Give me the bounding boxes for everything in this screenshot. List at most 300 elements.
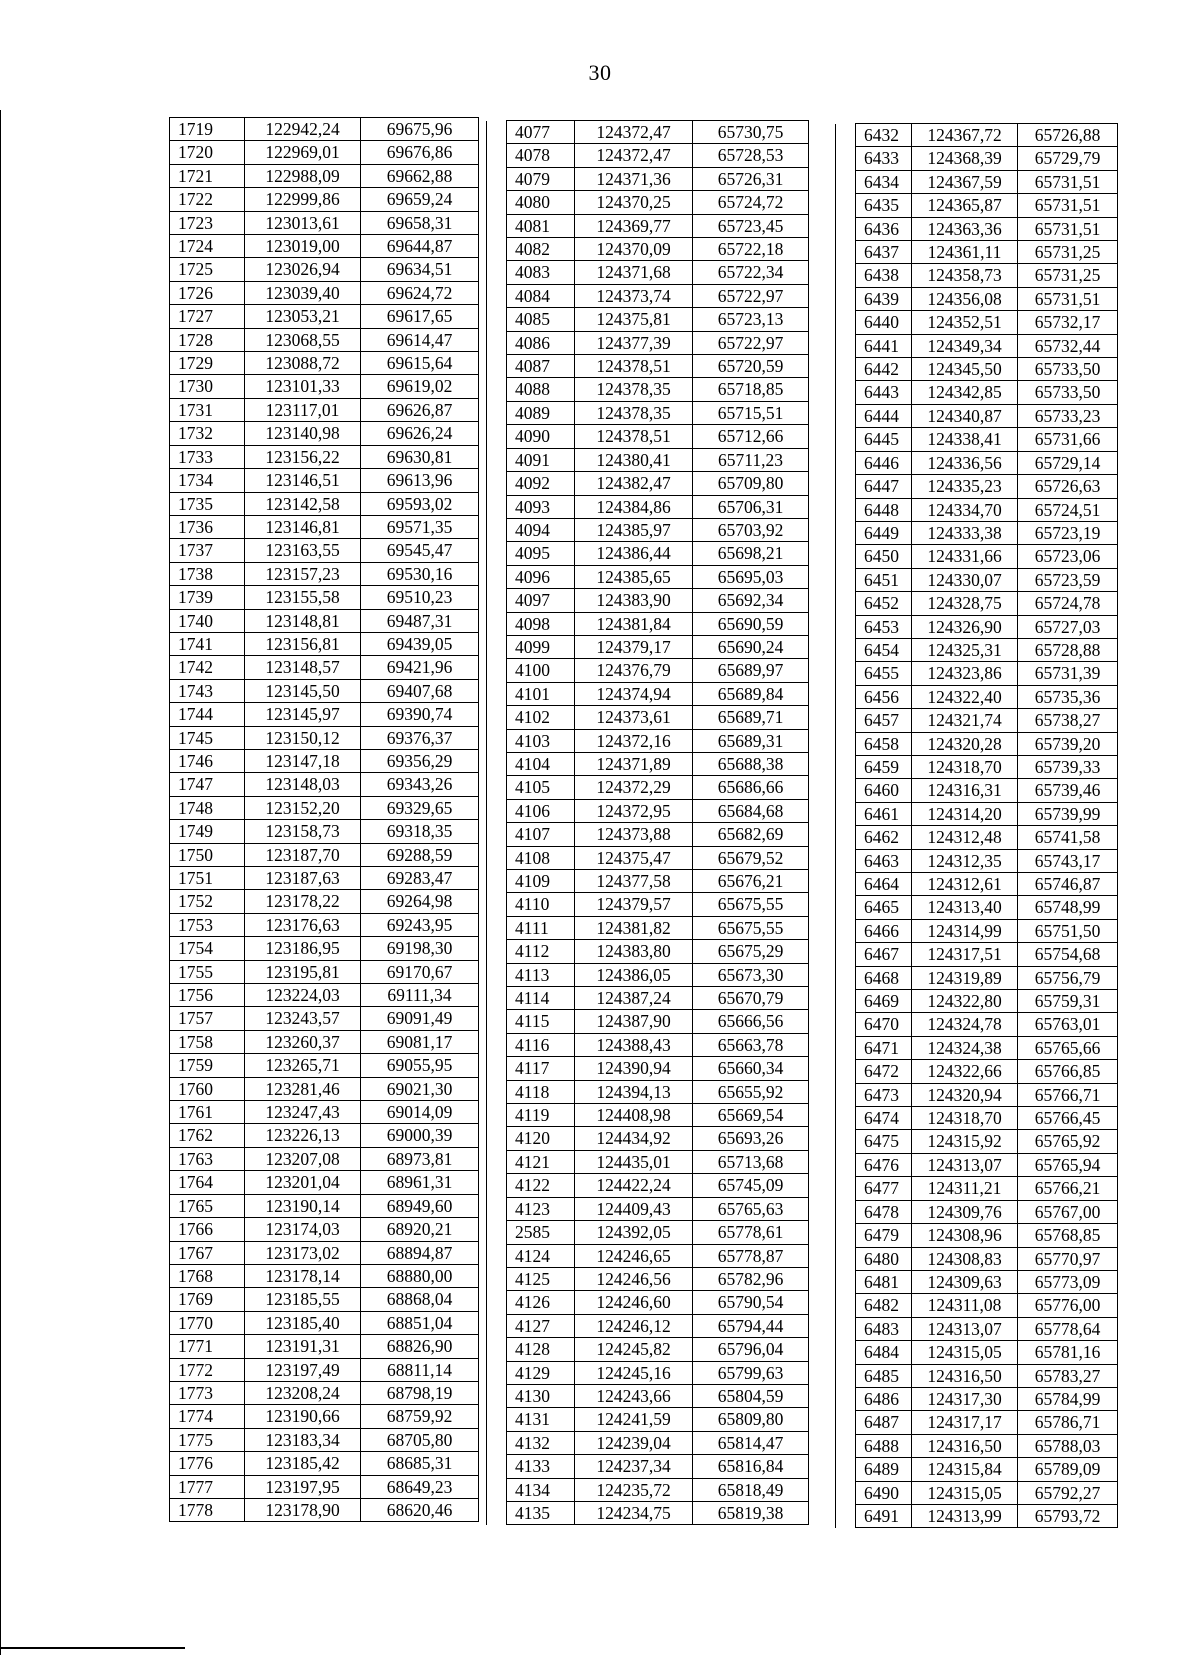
coordinate-x-cell: 123185,40 <box>245 1311 361 1334</box>
spacer-cell <box>487 144 507 167</box>
coordinate-x-cell: 123190,14 <box>245 1194 361 1217</box>
coordinate-y-cell: 65767,00 <box>1018 1200 1118 1223</box>
spacer-cell <box>836 1130 856 1153</box>
table-row <box>487 284 809 307</box>
coordinate-y-cell: 65731,25 <box>1018 264 1118 287</box>
table-row <box>170 913 479 936</box>
table-row <box>836 264 1118 287</box>
coordinate-y-cell: 69329,65 <box>361 796 479 819</box>
spacer-cell <box>487 799 507 822</box>
coordinate-x-cell: 124324,38 <box>912 1036 1018 1059</box>
coordinate-y-cell: 65688,38 <box>693 752 809 775</box>
point-number-cell: 1751 <box>170 867 245 890</box>
spacer-cell <box>836 896 856 919</box>
coordinate-y-cell: 65675,55 <box>693 893 809 916</box>
coordinate-y-cell: 65713,68 <box>693 1150 809 1173</box>
point-number-cell: 4118 <box>507 1080 575 1103</box>
spacer-cell <box>487 940 507 963</box>
table-row <box>170 1358 479 1381</box>
point-number-cell: 1758 <box>170 1030 245 1053</box>
coordinate-x-cell: 124372,29 <box>575 776 693 799</box>
coordinate-y-cell: 65765,63 <box>693 1197 809 1220</box>
table-row <box>170 1124 479 1147</box>
spacer-cell <box>487 870 507 893</box>
coordinate-y-cell: 65731,51 <box>1018 170 1118 193</box>
spacer-cell <box>836 1481 856 1504</box>
coordinate-x-cell: 123208,24 <box>245 1381 361 1404</box>
point-number-cell: 4112 <box>507 940 575 963</box>
table-row <box>836 802 1118 825</box>
spacer-cell <box>836 1083 856 1106</box>
coordinate-y-cell: 68685,31 <box>361 1452 479 1475</box>
point-number-cell: 6471 <box>856 1036 912 1059</box>
point-number-cell: 1734 <box>170 469 245 492</box>
point-number-cell: 4108 <box>507 846 575 869</box>
point-number-cell: 6476 <box>856 1153 912 1176</box>
table-row <box>836 428 1118 451</box>
coordinate-y-cell: 65759,31 <box>1018 990 1118 1013</box>
point-number-cell: 4083 <box>507 261 575 284</box>
table-row <box>487 1338 809 1361</box>
point-number-cell: 1760 <box>170 1077 245 1100</box>
point-number-cell: 6473 <box>856 1083 912 1106</box>
table-row <box>487 729 809 752</box>
coordinate-x-cell: 124394,13 <box>575 1080 693 1103</box>
coordinate-x-cell: 124322,40 <box>912 685 1018 708</box>
coordinate-x-cell: 124330,07 <box>912 568 1018 591</box>
coordinate-x-cell: 123207,08 <box>245 1147 361 1170</box>
spacer-cell <box>487 846 507 869</box>
coordinate-y-cell: 69439,05 <box>361 632 479 655</box>
point-number-cell: 4088 <box>507 378 575 401</box>
coordinate-y-cell: 65675,55 <box>693 916 809 939</box>
table-row <box>170 235 479 258</box>
table-row <box>836 943 1118 966</box>
coordinate-x-cell: 124345,50 <box>912 358 1018 381</box>
spacer-cell <box>487 987 507 1010</box>
coordinate-x-cell: 122988,09 <box>245 164 361 187</box>
coordinate-x-cell: 124315,92 <box>912 1130 1018 1153</box>
point-number-cell: 1771 <box>170 1335 245 1358</box>
point-number-cell: 6483 <box>856 1317 912 1340</box>
coordinate-y-cell: 65773,09 <box>1018 1270 1118 1293</box>
table-row <box>170 281 479 304</box>
coordinate-x-cell: 124314,99 <box>912 919 1018 942</box>
table-row <box>836 358 1118 381</box>
coordinate-y-cell: 65679,52 <box>693 846 809 869</box>
coordinate-y-cell: 65776,00 <box>1018 1294 1118 1317</box>
table-row <box>487 518 809 541</box>
table-row <box>170 1194 479 1217</box>
table-row <box>170 375 479 398</box>
table-row <box>487 987 809 1010</box>
coordinate-x-cell: 124311,08 <box>912 1294 1018 1317</box>
table-row <box>487 1221 809 1244</box>
coordinate-y-cell: 65739,33 <box>1018 755 1118 778</box>
point-number-cell: 4100 <box>507 659 575 682</box>
coordinate-y-cell: 65693,26 <box>693 1127 809 1150</box>
table-row <box>836 311 1118 334</box>
coordinate-y-cell: 65739,46 <box>1018 779 1118 802</box>
table-row <box>170 890 479 913</box>
coordinate-x-cell: 124317,30 <box>912 1387 1018 1410</box>
table-row <box>487 589 809 612</box>
coordinate-x-cell: 124372,16 <box>575 729 693 752</box>
table-row <box>487 1384 809 1407</box>
table-row <box>487 425 809 448</box>
point-number-cell: 1731 <box>170 398 245 421</box>
coordinate-y-cell: 68705,80 <box>361 1428 479 1451</box>
table-row <box>170 609 479 632</box>
point-number-cell: 4128 <box>507 1338 575 1361</box>
point-number-cell: 4094 <box>507 518 575 541</box>
coordinate-y-cell: 65684,68 <box>693 799 809 822</box>
coordinate-x-cell: 123140,98 <box>245 422 361 445</box>
spacer-cell <box>487 167 507 190</box>
point-number-cell: 2585 <box>507 1221 575 1244</box>
coordinate-x-cell: 123101,33 <box>245 375 361 398</box>
point-number-cell: 6479 <box>856 1224 912 1247</box>
table-row <box>487 1361 809 1384</box>
point-number-cell: 6463 <box>856 849 912 872</box>
point-number-cell: 6449 <box>856 521 912 544</box>
coordinate-y-cell: 65666,56 <box>693 1010 809 1033</box>
spacer-cell <box>836 1013 856 1036</box>
table-row <box>170 656 479 679</box>
coordinate-y-cell: 69613,96 <box>361 469 479 492</box>
coordinate-x-cell: 123019,00 <box>245 235 361 258</box>
coordinate-y-cell: 65733,50 <box>1018 358 1118 381</box>
coordinate-y-cell: 69545,47 <box>361 539 479 562</box>
coordinate-y-cell: 65660,34 <box>693 1057 809 1080</box>
table-row <box>836 124 1118 147</box>
spacer-cell <box>836 1294 856 1317</box>
coordinate-y-cell: 69644,87 <box>361 235 479 258</box>
coordinate-x-cell: 123053,21 <box>245 305 361 328</box>
table-row <box>487 940 809 963</box>
coordinate-x-cell: 124319,89 <box>912 966 1018 989</box>
coordinate-y-cell: 65756,79 <box>1018 966 1118 989</box>
coordinate-y-cell: 65739,20 <box>1018 732 1118 755</box>
coordinate-y-cell: 69356,29 <box>361 749 479 772</box>
coordinate-y-cell: 65724,72 <box>693 191 809 214</box>
spacer-cell <box>487 1104 507 1127</box>
coordinate-x-cell: 124313,07 <box>912 1317 1018 1340</box>
coordinate-y-cell: 69662,88 <box>361 164 479 187</box>
table-row <box>170 492 479 515</box>
coordinate-x-cell: 123178,90 <box>245 1498 361 1521</box>
coordinate-x-cell: 124367,59 <box>912 170 1018 193</box>
coordinate-x-cell: 124237,34 <box>575 1455 693 1478</box>
coordinate-y-cell: 69343,26 <box>361 773 479 796</box>
spacer-cell <box>836 849 856 872</box>
table-row <box>487 472 809 495</box>
coordinate-x-cell: 124434,92 <box>575 1127 693 1150</box>
table-row <box>836 709 1118 732</box>
coordinate-y-cell: 65731,51 <box>1018 217 1118 240</box>
spacer-cell <box>836 592 856 615</box>
table-row <box>170 1171 479 1194</box>
coordinate-x-cell: 123145,97 <box>245 703 361 726</box>
spacer-cell <box>836 1317 856 1340</box>
coordinate-x-cell: 123224,03 <box>245 984 361 1007</box>
table-row <box>487 916 809 939</box>
coordinate-y-cell: 65770,97 <box>1018 1247 1118 1270</box>
coordinate-y-cell: 69619,02 <box>361 375 479 398</box>
spacer-cell <box>836 1270 856 1293</box>
table-row <box>487 238 809 261</box>
table-row <box>487 144 809 167</box>
coordinate-x-cell: 123178,22 <box>245 890 361 913</box>
point-number-cell: 6486 <box>856 1387 912 1410</box>
table-row <box>836 451 1118 474</box>
point-number-cell: 6433 <box>856 147 912 170</box>
spacer-cell <box>836 755 856 778</box>
point-number-cell: 6446 <box>856 451 912 474</box>
spacer-cell <box>836 1387 856 1410</box>
point-number-cell: 4120 <box>507 1127 575 1150</box>
coordinate-x-cell: 124372,47 <box>575 121 693 144</box>
coordinate-y-cell: 65718,85 <box>693 378 809 401</box>
coordinate-y-cell: 65692,34 <box>693 589 809 612</box>
table-row <box>487 1267 809 1290</box>
coordinate-x-cell: 123152,20 <box>245 796 361 819</box>
coordinate-y-cell: 65720,59 <box>693 355 809 378</box>
spacer-cell <box>836 1364 856 1387</box>
coordinate-x-cell: 124308,83 <box>912 1247 1018 1270</box>
coordinate-x-cell: 124243,66 <box>575 1384 693 1407</box>
spacer-cell <box>487 963 507 986</box>
table-row <box>487 1455 809 1478</box>
point-number-cell: 4085 <box>507 308 575 331</box>
spacer-cell <box>487 1010 507 1033</box>
spacer-cell <box>487 1221 507 1244</box>
coordinate-x-cell: 124245,82 <box>575 1338 693 1361</box>
table-row <box>170 562 479 585</box>
point-number-cell: 4092 <box>507 472 575 495</box>
coordinate-x-cell: 124383,90 <box>575 589 693 612</box>
coordinate-x-cell: 124316,50 <box>912 1364 1018 1387</box>
point-number-cell: 1720 <box>170 141 245 164</box>
coordinate-x-cell: 124383,80 <box>575 940 693 963</box>
coordinate-x-cell: 124358,73 <box>912 264 1018 287</box>
coordinate-y-cell: 68798,19 <box>361 1381 479 1404</box>
coordinate-x-cell: 124435,01 <box>575 1150 693 1173</box>
spacer-cell <box>487 1150 507 1173</box>
point-number-cell: 1725 <box>170 258 245 281</box>
table-row <box>487 823 809 846</box>
coordinate-y-cell: 65784,99 <box>1018 1387 1118 1410</box>
point-number-cell: 6452 <box>856 592 912 615</box>
point-number-cell: 4091 <box>507 448 575 471</box>
coordinate-y-cell: 65765,94 <box>1018 1153 1118 1176</box>
table-row <box>836 1387 1118 1410</box>
coordinate-y-cell: 68961,31 <box>361 1171 479 1194</box>
point-number-cell: 4109 <box>507 870 575 893</box>
spacer-cell <box>487 401 507 424</box>
coordinate-x-cell: 124408,98 <box>575 1104 693 1127</box>
table-row <box>487 1174 809 1197</box>
coordinate-y-cell: 69617,65 <box>361 305 479 328</box>
coordinate-y-cell: 69658,31 <box>361 211 479 234</box>
coordinate-y-cell: 69288,59 <box>361 843 479 866</box>
coordinate-y-cell: 65794,44 <box>693 1314 809 1337</box>
coordinate-x-cell: 124373,74 <box>575 284 693 307</box>
page-number: 30 <box>588 60 612 85</box>
coordinate-x-cell: 123148,03 <box>245 773 361 796</box>
coordinate-x-cell: 124381,82 <box>575 916 693 939</box>
coordinate-x-cell: 124315,05 <box>912 1481 1018 1504</box>
coordinate-x-cell: 123178,14 <box>245 1264 361 1287</box>
spacer-cell <box>487 659 507 682</box>
table-row <box>170 937 479 960</box>
spacer-cell <box>836 264 856 287</box>
spacer-cell <box>836 451 856 474</box>
table-row <box>836 545 1118 568</box>
coordinate-y-cell: 68894,87 <box>361 1241 479 1264</box>
spacer-cell <box>487 1501 507 1524</box>
coordinate-x-cell: 124320,94 <box>912 1083 1018 1106</box>
spacer-cell <box>487 635 507 658</box>
coordinate-x-cell: 124246,65 <box>575 1244 693 1267</box>
table-row <box>836 475 1118 498</box>
coordinate-x-cell: 124409,43 <box>575 1197 693 1220</box>
coordinate-y-cell: 69510,23 <box>361 586 479 609</box>
table-row <box>836 662 1118 685</box>
point-number-cell: 6441 <box>856 334 912 357</box>
coordinate-x-cell: 123158,73 <box>245 820 361 843</box>
point-number-cell: 6455 <box>856 662 912 685</box>
point-number-cell: 1746 <box>170 749 245 772</box>
coordinate-y-cell: 65698,21 <box>693 542 809 565</box>
table-row <box>836 1247 1118 1270</box>
coordinate-x-cell: 124379,17 <box>575 635 693 658</box>
table-row <box>170 305 479 328</box>
spacer-cell <box>487 308 507 331</box>
coordinate-x-cell: 124379,57 <box>575 893 693 916</box>
coordinate-x-cell: 124370,25 <box>575 191 693 214</box>
coordinate-x-cell: 124312,61 <box>912 873 1018 896</box>
coordinate-x-cell: 123173,02 <box>245 1241 361 1264</box>
coordinate-y-cell: 69091,49 <box>361 1007 479 1030</box>
point-number-cell: 4113 <box>507 963 575 986</box>
spacer-cell <box>836 194 856 217</box>
coordinate-x-cell: 123226,13 <box>245 1124 361 1147</box>
table-row <box>170 632 479 655</box>
point-number-cell: 6445 <box>856 428 912 451</box>
coordinate-y-cell: 65748,99 <box>1018 896 1118 919</box>
coordinate-x-cell: 124322,80 <box>912 990 1018 1013</box>
coordinate-x-cell: 124387,90 <box>575 1010 693 1033</box>
table-row <box>487 1010 809 1033</box>
coordinate-y-cell: 69634,51 <box>361 258 479 281</box>
table-row <box>170 1405 479 1428</box>
coordinate-x-cell: 124349,34 <box>912 334 1018 357</box>
table-row <box>487 565 809 588</box>
coordinate-x-cell: 123068,55 <box>245 328 361 351</box>
spacer-cell <box>836 990 856 1013</box>
coordinate-x-cell: 123117,01 <box>245 398 361 421</box>
coordinate-y-cell: 68620,46 <box>361 1498 479 1521</box>
coordinate-y-cell: 69487,31 <box>361 609 479 632</box>
coordinate-y-cell: 65733,50 <box>1018 381 1118 404</box>
table-row <box>487 752 809 775</box>
coordinate-x-cell: 124375,47 <box>575 846 693 869</box>
point-number-cell: 1735 <box>170 492 245 515</box>
point-number-cell: 4103 <box>507 729 575 752</box>
coordinate-y-cell: 65723,19 <box>1018 521 1118 544</box>
spacer-cell <box>487 1314 507 1337</box>
table-row <box>836 1434 1118 1457</box>
point-number-cell: 6432 <box>856 124 912 147</box>
point-number-cell: 1777 <box>170 1475 245 1498</box>
coordinate-x-cell: 124320,28 <box>912 732 1018 755</box>
coordinate-y-cell: 68759,92 <box>361 1405 479 1428</box>
coordinate-x-cell: 123146,81 <box>245 515 361 538</box>
coordinate-y-cell: 65682,69 <box>693 823 809 846</box>
spacer-cell <box>836 311 856 334</box>
point-number-cell: 4084 <box>507 284 575 307</box>
point-number-cell: 1764 <box>170 1171 245 1194</box>
coordinate-y-cell: 65689,31 <box>693 729 809 752</box>
coordinate-x-cell: 124378,51 <box>575 425 693 448</box>
coordinate-y-cell: 68811,14 <box>361 1358 479 1381</box>
coordinate-y-cell: 65724,78 <box>1018 592 1118 615</box>
table-row <box>836 1083 1118 1106</box>
coordinate-y-cell: 65796,04 <box>693 1338 809 1361</box>
table-row <box>836 990 1118 1013</box>
coordinate-y-cell: 65799,63 <box>693 1361 809 1384</box>
spacer-cell <box>487 1291 507 1314</box>
table-row <box>487 846 809 869</box>
coordinate-x-cell: 124246,56 <box>575 1267 693 1290</box>
spacer-cell <box>836 1224 856 1247</box>
coordinate-x-cell: 124373,61 <box>575 706 693 729</box>
coordinate-y-cell: 65781,16 <box>1018 1341 1118 1364</box>
point-number-cell: 6435 <box>856 194 912 217</box>
point-number-cell: 6434 <box>856 170 912 193</box>
coordinate-y-cell: 68868,04 <box>361 1288 479 1311</box>
spacer-cell <box>487 472 507 495</box>
point-number-cell: 6474 <box>856 1107 912 1130</box>
coordinate-y-cell: 65778,61 <box>693 1221 809 1244</box>
coordinate-y-cell: 65663,78 <box>693 1033 809 1056</box>
coordinate-x-cell: 123265,71 <box>245 1054 361 1077</box>
coordinate-x-cell: 124321,74 <box>912 709 1018 732</box>
coordinate-y-cell: 69198,30 <box>361 937 479 960</box>
table-row <box>836 732 1118 755</box>
table-row <box>836 1107 1118 1130</box>
table-row <box>170 258 479 281</box>
point-number-cell: 1740 <box>170 609 245 632</box>
point-number-cell: 4122 <box>507 1174 575 1197</box>
coordinate-x-cell: 124313,99 <box>912 1504 1018 1527</box>
table-row <box>836 896 1118 919</box>
spacer-cell <box>487 1338 507 1361</box>
point-number-cell: 4111 <box>507 916 575 939</box>
coordinate-x-cell: 124246,60 <box>575 1291 693 1314</box>
point-number-cell: 4079 <box>507 167 575 190</box>
table-row <box>487 1314 809 1337</box>
spacer-cell <box>836 1247 856 1270</box>
point-number-cell: 1755 <box>170 960 245 983</box>
point-number-cell: 1723 <box>170 211 245 234</box>
coordinate-x-cell: 124378,51 <box>575 355 693 378</box>
coordinate-x-cell: 123185,42 <box>245 1452 361 1475</box>
table-row <box>170 1218 479 1241</box>
coordinate-x-cell: 124241,59 <box>575 1408 693 1431</box>
spacer-cell <box>836 217 856 240</box>
